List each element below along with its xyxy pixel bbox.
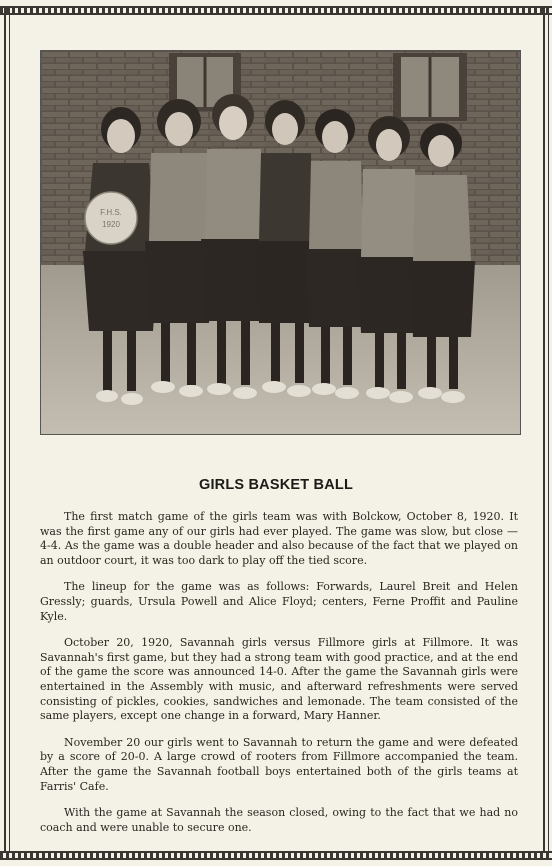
left-border: [4, 6, 10, 860]
ball-lettering: F.H.S.: [100, 208, 122, 217]
team-photo: [40, 50, 521, 435]
right-border: [543, 6, 549, 860]
paragraph: The lineup for the game was as follows: Forwards, Laurel Breit and Helen Gressly; guards, Ursula Powell and Alice Floyd; centers, Ferne Proffit and Pauline Kyle.: [40, 580, 518, 623]
paragraph: The first match game of the girls team was with Bolckow, October 8, 1920. It was the first game any of our girls had ever played. The game was slow, but close —4-4. As the game was a double header and also because of the fact that we played on an outdoor court, it was too dark to play off the tied score.: [40, 510, 518, 567]
top-border: [0, 6, 552, 15]
paragraph: October 20, 1920, Savannah girls versus Fillmore girls at Fillmore. It was Savannah's first game, but they had a strong team with good practice, and at the end of the game the score was announced 14-0. After the game the Savannah girls were entertained in the Assembly with music, and afterward refreshments were served consisting of pickles, cookies, sandwiches and lemonade. The team consisted of the same players, except one change in a forward, Mary Hanner.: [40, 636, 518, 723]
paragraph: November 20 our girls went to Savannah to return the game and were defeated by a score of 20-0. A large crowd of rooters from Fillmore accompanied the team. After the game the Savannah football boys entertained both of the girls teams at Farris' Cafe.: [40, 735, 518, 793]
bottom-border: [0, 851, 552, 860]
paragraph: With the game at Savannah the season closed, owing to the fact that we had no coach and were unable to secure one.: [40, 806, 518, 834]
basketball: [85, 192, 137, 244]
ball-year: 1920: [102, 220, 120, 229]
article-body: [40, 510, 518, 847]
page-title: GIRLS BASKET BALL: [198, 477, 354, 493]
